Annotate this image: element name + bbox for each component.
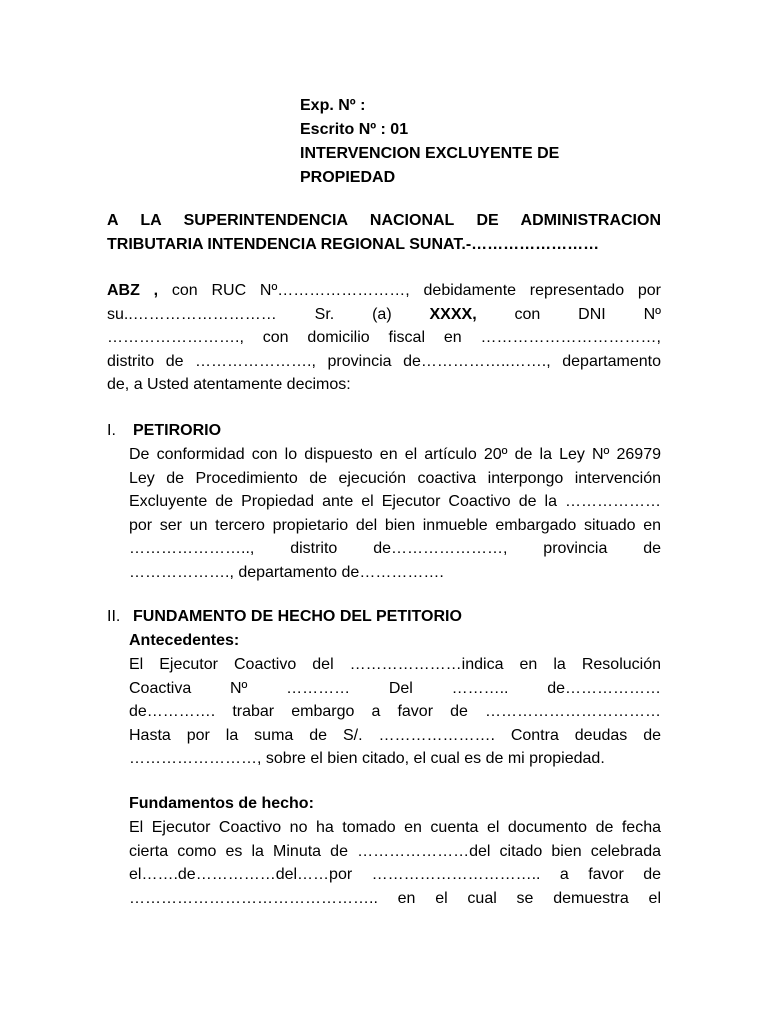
document-title-line2: PROPIEDAD: [300, 169, 396, 186]
section1-line: Ley de Procedimiento de ejecución coactiva interpongo intervención: [129, 469, 661, 487]
antecedentes-heading: Antecedentes:: [129, 632, 240, 649]
fundamentos-line: El Ejecutor Coactivo no ha tomado en cuenta el documento de fecha: [129, 819, 661, 836]
fundamentos-line: el…….de……………del……por ………………………….. a favor de: [129, 866, 661, 883]
fundamentos-heading: Fundamentos de hecho:: [129, 795, 314, 812]
fundamentos-line: ……………………………………….. en el cual se demuestra el: [129, 889, 661, 907]
escrito-number: Escrito Nº : 01: [300, 121, 409, 138]
antecedentes-line: Coactiva Nº ………… Del ……….. de………………: [129, 679, 661, 697]
antecedentes-line: de…………. trabar embargo a favor de ……………………………: [129, 703, 661, 720]
section1-body: [129, 443, 661, 584]
section1-heading: [107, 419, 221, 443]
intro-line2-b: con DNI Nº: [476, 305, 661, 323]
section1-line: Excluyente de Propiedad ante el Ejecutor Coactivo de la ………………: [129, 493, 661, 510]
intro-line1: [107, 279, 661, 303]
section1-line: De conformidad con lo dispuesto en el artículo 20º de la Ley Nº 26979: [129, 446, 661, 463]
fundamentos-line: cierta como es la Minuta de …………………del citado bien celebrada: [129, 842, 661, 860]
intro-line2-a: su..……………………… Sr. (a): [107, 305, 392, 323]
intro-line2: [107, 303, 661, 327]
section2-heading: [107, 605, 462, 629]
section1-line: ………………., departamento de…………….: [129, 563, 444, 581]
antecedentes-line: ……………………, sobre el bien citado, el cual es de mi propiedad.: [129, 750, 605, 767]
fundamentos-body: [129, 816, 661, 910]
antecedentes-line: El Ejecutor Coactivo del …………………indica en la Resolución: [129, 656, 661, 673]
intro-line1-text: con RUC Nº……………………, debidamente representado por: [158, 282, 661, 299]
intro-line3: ……………………., con domicilio fiscal en ……………………………,: [107, 329, 661, 346]
document-title-line1: INTERVENCION EXCLUYENTE DE: [300, 145, 560, 162]
expediente-number: Exp. Nº :: [300, 97, 366, 114]
representative-name: XXXX,: [391, 305, 477, 323]
intro-paragraph: [107, 279, 661, 397]
section1-line: ………………….., distrito de…………………, provincia de: [129, 540, 661, 557]
addressee: [107, 209, 661, 257]
section1-line: por ser un tercero propietario del bien inmueble embargado situado en: [129, 516, 661, 534]
section1-title: PETIRORIO: [133, 422, 222, 439]
intro-line5: de, a Usted atentamente decimos:: [107, 376, 351, 393]
antecedentes-body: [129, 653, 661, 771]
antecedentes-line: Hasta por la suma de S/. …………………. Contra deudas de: [129, 726, 661, 744]
section1-number: I.: [107, 422, 116, 439]
document-header: [300, 94, 660, 190]
addressee-line1: A LA SUPERINTENDENCIA NACIONAL DE ADMINISTRACION: [107, 212, 661, 229]
section2-title: FUNDAMENTO DE HECHO DEL PETITORIO: [133, 608, 462, 625]
intro-line4: distrito de …………………., provincia de……………..……., departamento: [107, 352, 661, 370]
section2-number: II.: [107, 608, 121, 625]
addressee-line2: TRIBUTARIA INTENDENCIA REGIONAL SUNAT.-……………………: [107, 236, 600, 253]
company-name: ABZ ,: [107, 282, 159, 299]
